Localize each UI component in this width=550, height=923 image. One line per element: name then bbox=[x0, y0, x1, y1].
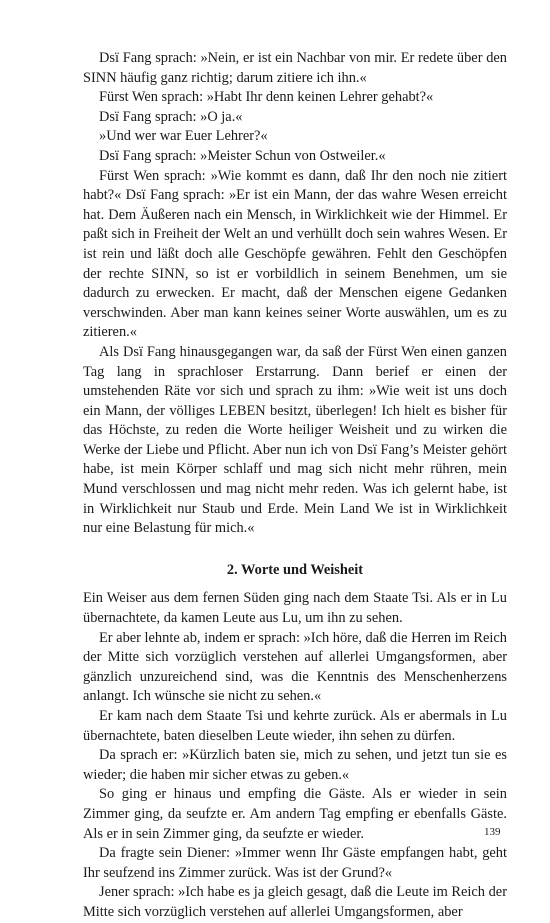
paragraph: Dsï Fang sprach: »Nein, er ist ein Nachbar von mir. Er redete über den SINN häufig ganz richtig; darum zitiere ich ihn.« bbox=[83, 50, 507, 86]
paragraph: Ein Weiser aus dem fernen Süden ging nach dem Staate Tsi. Als er in Lu übernachtete, da kamen Leute aus Lu, um ihn zu sehen. bbox=[83, 590, 507, 627]
paragraph: Fürst Wen sprach: »Habt Ihr denn keinen Lehrer gehabt?« bbox=[99, 89, 434, 106]
paragraph: Da fragte sein Diener: »Immer wenn Ihr Gäste empfangen habt, geht Ihr seufzend ins Zimmer zurück. Was ist der Grund?« bbox=[83, 845, 507, 881]
paragraph: Er kam nach dem Staate Tsi und kehrte zurück. Als er abermals in Lu übernachtete, baten dieselben Leute wieder, ihn sehen zu dürfen. bbox=[83, 708, 507, 744]
paragraph: So ging er hinaus und empfing die Gäste. Als er wieder in sein Zimmer ging, da seufzte er. Am andern Tag empfing er ebenfalls Gäste. Als er in sein Zimmer ging, da seufzte er wieder. bbox=[83, 786, 507, 842]
paragraph: Dsï Fang sprach: »Meister Schun von Ostweiler.« bbox=[99, 147, 386, 164]
paragraph: Fürst Wen sprach: »Wie kommt es dann, daß Ihr den noch nie zitiert habt?« Dsï Fang sprach: »Er ist ein Mann, der das wahre Wesen erreicht hat. Dem Äußeren nach ein Mensch, in Wirklichkeit wie der Himmel. Er paßt sich in Freiheit der Welt an und verhüllt doch sein wahres Wesen. Er ist rein und läßt doch alle Geschöpfe gewähren. Fehlt den Geschöpfen der rechte SINN, so ist er vorbildlich in seinem Benehmen, um sie dadurch zu erwecken. Er macht, daß der Menschen eigene Gedanken verschwinden. Aber man kann keines seiner Worte auswählen, um es zu zitieren.« bbox=[83, 167, 507, 341]
page-number: 139 bbox=[484, 826, 501, 838]
page-body bbox=[83, 49, 507, 923]
paragraph: »Und wer war Euer Lehrer?« bbox=[99, 128, 268, 145]
section-heading: 2. Worte und Weisheit bbox=[226, 561, 364, 578]
paragraph: Als Dsï Fang hinausgegangen war, da saß der Fürst Wen einen ganzen Tag lang in sprachloser Erstarrung. Dann berief er einen der umstehenden Räte vor sich und sprach zu ihm: »Wie weit ist uns doch ein Mann, der völliges LEBEN besitzt, überlegen! Ich hielt es bisher für das Höchste, zu reden die Worte heiliger Weisheit und zu wirken die Werke der Liebe und Pflicht. Aber nun ich von Dsï Fang’s Meister gehört habe, ist mein Körper schlaff und mag sich nicht mehr rühren, mein Mund verschlossen und mag nicht mehr reden. Was ich gelernt habe, ist in Wirklichkeit nur Staub und Erde. Mein Land We ist in Wirklichkeit nur eine Belastung für mich.« bbox=[83, 343, 507, 537]
paragraph: Da sprach er: »Kürzlich baten sie, mich zu sehen, und jetzt tun sie es wieder; die haben mir sicher etwas zu geben.« bbox=[83, 747, 507, 783]
paragraph: Er aber lehnte ab, indem er sprach: »Ich höre, daß die Herren im Reich der Mitte sich vorzüglich verstehen auf allerlei Umgangsformen, aber gänzlich unzureichend sind, was die Kenntnis des Menschenherzens anlangt. Ich wünsche sie nicht zu sehen.« bbox=[83, 629, 507, 705]
paragraph: Dsï Fang sprach: »O ja.« bbox=[99, 108, 243, 125]
paragraph: Jener sprach: »Ich habe es ja gleich gesagt, daß die Leute im Reich der Mitte sich vorzüglich verstehen auf allerlei Umgangsformen, aber bbox=[83, 884, 507, 920]
